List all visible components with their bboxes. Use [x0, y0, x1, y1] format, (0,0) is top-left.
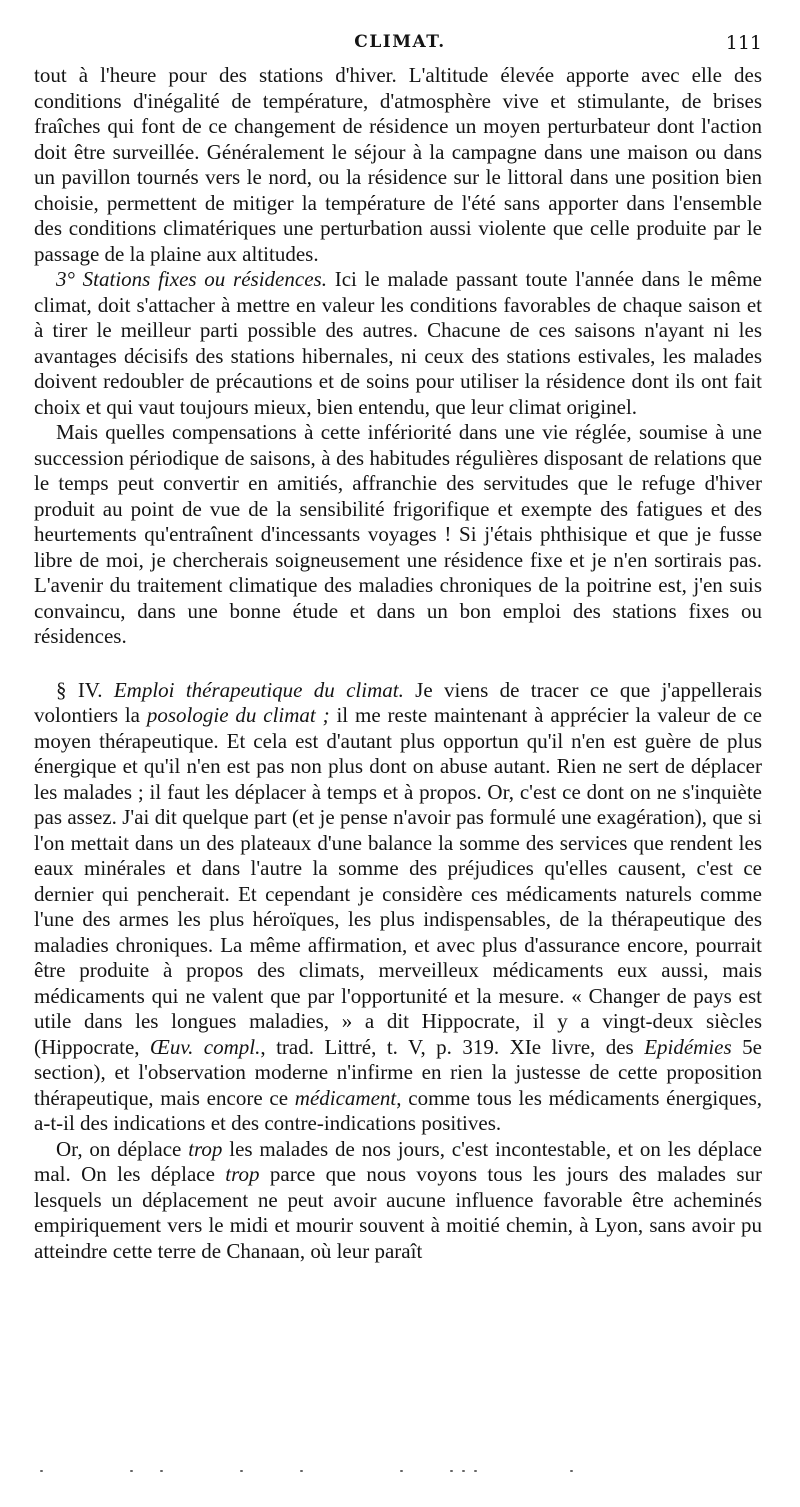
subheading-stations-fixes: 3° Stations fixes ou résidences. [56, 267, 327, 291]
speck [40, 1470, 43, 1472]
emphasis-posologie: posologie du climat ; [146, 703, 330, 727]
speck [474, 1470, 477, 1472]
section-number: § IV. [56, 677, 103, 702]
bleed-through-specks [30, 1466, 610, 1474]
paragraph-text: Or, on déplace [56, 1136, 189, 1161]
citation-title: Œuv. compl. [150, 1034, 261, 1059]
page-number: 111 [725, 32, 762, 54]
paragraph-text: Mais quelles compensations à cette infériorité dans une vie réglée, soumise à une succession périodique de saisons, à des habitudes régulières disposant de relations que le temps peut convertir en amitiés, affranchie des servitudes que le refuge d'hiver produit au point de vue de la sensibilité frigorifique et exempte des fatigues et des heurtements qu'entraînent d'incessants voyages ! Si j'étais phthisique et que je fusse libre de moi, je chercherais soigneusement une résidence fixe et je n'en sortirais pas. L'avenir du traitement climatique des maladies chroniques de la poitrine est, j'en suis convaincu, dans une bonne étude et dans un bon emploi des stations fixes ou résidences. [34, 420, 762, 648]
paragraph-text: les malades de nos jours, c'est incontestable, et on les déplace mal. On les déplace [34, 1136, 763, 1186]
speck [160, 1470, 163, 1472]
page-header [34, 32, 766, 58]
speck [450, 1470, 453, 1472]
citation-epidemies: Epidémies [644, 1034, 732, 1059]
body-text [34, 63, 762, 1264]
emphasis-medicament: médicament [294, 1085, 397, 1110]
paragraph-deplacement [34, 1137, 762, 1265]
paragraph-text: parce que nous voyons tous les jours des malades sur lesquels un déplacement ne peut avoir aucune influence favorable être acheminés empiriquement vers le midi et mourir souvent à moitié chemin, à Lyon, sans avoir pu atteindre cette terre de Chanaan, où leur paraît [34, 1162, 762, 1263]
paragraph-text: , comme tous les médicaments énergiques, a-t-il des indications et des contre-indications positives. [34, 1085, 762, 1135]
speck [240, 1470, 243, 1472]
paragraph-text: , trad. Littré, t. V, p. 319. XIe livre, des [260, 1034, 645, 1059]
running-title: CLIMAT. [354, 32, 446, 52]
emphasis-trop: trop [225, 1162, 260, 1186]
section-gap [34, 650, 762, 678]
emphasis-trop: trop [188, 1136, 223, 1161]
paragraph-text: Je viens de tracer ce que j'appellerais volontiers la [34, 677, 763, 727]
paragraph-continued [34, 63, 762, 267]
paragraph-text: Ici le malade passant toute l'année dans le même climat, doit s'attacher à mettre en valeur les conditions favorables de chaque saison et à tirer le meilleur parti possible des autres. Chacune de ces saisons n'ayant ni les avantages décisifs des stations hibernales, ni ceux des stations estivales, les malades doivent redoubler de précautions et de soins pour utiliser la résidence dont ils ont fait choix et qui vaut toujours mieux, bien entendu, que leur climat originel. [34, 267, 762, 419]
section-title: Emploi thérapeutique du climat. [113, 677, 404, 702]
paragraph-text: 5e section), et l'observation moderne n'infirme en rien la justesse de cette proposition thérapeutique, mais encore ce [34, 1034, 762, 1110]
speck [130, 1470, 133, 1472]
paragraph-compensations [34, 420, 762, 650]
speck [400, 1470, 403, 1472]
paragraph-text: tout à l'heure pour des stations d'hiver. L'altitude élevée apporte avec elle des conditions d'inégalité de température, d'atmosphère vive et stimulante, de brises fraîches qui font de ce changement de résidence un moyen perturbateur dont l'action doit être surveillée. Généralement le séjour à la campagne dans une maison ou dans un pavillon tournés vers le nord, ou la résidence sur le littoral dans une position bien choisie, permettent de mitiger la température de l'été sans apporter dans l'ensemble des conditions climatériques une perturbation aussi violente que celle produite par le passage de la plaine aux altitudes. [34, 63, 762, 266]
speck [570, 1470, 573, 1472]
speck [462, 1470, 465, 1472]
paragraph-stations-fixes [34, 267, 762, 420]
paragraph-text: il me reste maintenant à apprécier la valeur de ce moyen thérapeutique. Et cela est d'autant plus opportun qu'il n'en est guère de plus énergique et qu'il n'en est pas non plus dont on abuse autant. Rien ne sert de déplacer les malades ; il faut les déplacer à temps et à propos. Or, c'est ce dont on ne s'inquiète pas assez. J'ai dit quelque part (et je pense n'avoir pas formulé une exagération), que si l'on mettait dans un des plateaux d'une balance la somme des services que rendent les eaux minérales et dans l'autre la somme des préjudices qu'elles causent, c'est ce dernier qui pencherait. Et cependant je considère ces médicaments naturels comme l'une des armes les plus héroïques, les plus indispensables, de la thérapeutique des maladies chroniques. La même affirmation, et avec plus d'assurance encore, pourrait être produite à propos des climats, merveilleux médicaments eux aussi, mais médicaments qui ne valent que par l'opportunité et la mesure. « Changer de pays est utile dans les longues maladies, » a dit Hippocrate, il y a vingt-deux siècles (Hippocrate, [34, 703, 762, 1059]
speck [300, 1470, 303, 1472]
paragraph-section-iv [34, 678, 762, 1137]
